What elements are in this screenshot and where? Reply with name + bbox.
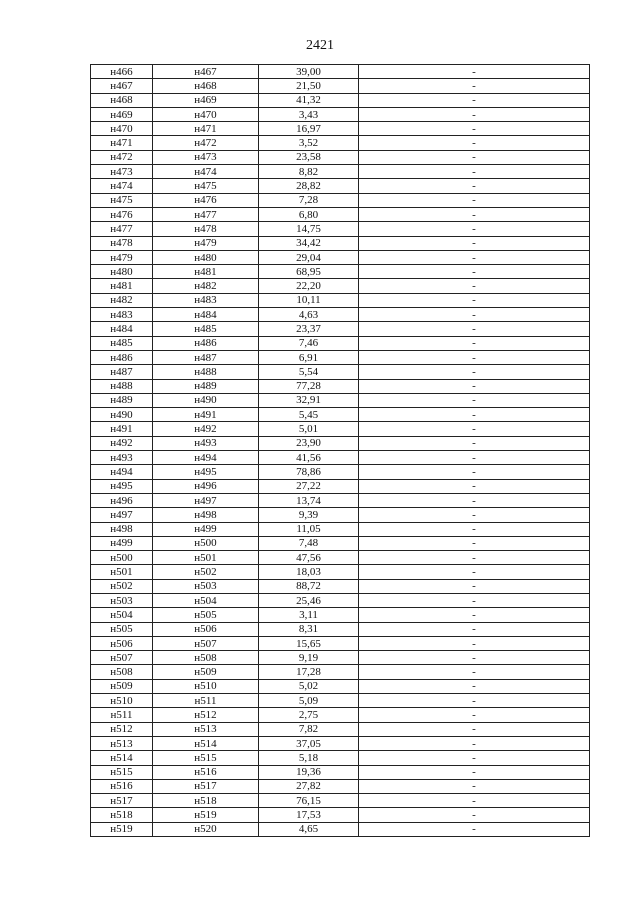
distance-cell: 7,28 bbox=[259, 193, 359, 207]
distance-cell: 10,11 bbox=[259, 293, 359, 307]
point-from-cell: н506 bbox=[91, 636, 153, 650]
table-row bbox=[91, 522, 590, 536]
point-from-cell: н468 bbox=[91, 93, 153, 107]
table-row bbox=[91, 679, 590, 693]
point-from-cell: н490 bbox=[91, 408, 153, 422]
description-cell: - bbox=[359, 107, 590, 121]
point-to-cell: н505 bbox=[153, 608, 259, 622]
distance-cell: 76,15 bbox=[259, 794, 359, 808]
description-cell: - bbox=[359, 236, 590, 250]
point-to-cell: н506 bbox=[153, 622, 259, 636]
point-to-cell: н489 bbox=[153, 379, 259, 393]
point-to-cell: н477 bbox=[153, 207, 259, 221]
point-from-cell: н510 bbox=[91, 694, 153, 708]
point-to-cell: н485 bbox=[153, 322, 259, 336]
table-row bbox=[91, 293, 590, 307]
table-row bbox=[91, 265, 590, 279]
table-row bbox=[91, 65, 590, 79]
distance-cell: 68,95 bbox=[259, 265, 359, 279]
description-cell: - bbox=[359, 393, 590, 407]
point-from-cell: н481 bbox=[91, 279, 153, 293]
point-to-cell: н508 bbox=[153, 651, 259, 665]
distance-cell: 5,02 bbox=[259, 679, 359, 693]
point-from-cell: н476 bbox=[91, 207, 153, 221]
table-row bbox=[91, 579, 590, 593]
table-row bbox=[91, 593, 590, 607]
distance-cell: 3,11 bbox=[259, 608, 359, 622]
table-row bbox=[91, 465, 590, 479]
point-from-cell: н483 bbox=[91, 308, 153, 322]
point-to-cell: н514 bbox=[153, 736, 259, 750]
table-row bbox=[91, 536, 590, 550]
point-to-cell: н483 bbox=[153, 293, 259, 307]
point-to-cell: н469 bbox=[153, 93, 259, 107]
point-to-cell: н515 bbox=[153, 751, 259, 765]
description-cell: - bbox=[359, 722, 590, 736]
point-from-cell: н511 bbox=[91, 708, 153, 722]
table-row bbox=[91, 93, 590, 107]
distance-cell: 8,82 bbox=[259, 165, 359, 179]
description-cell: - bbox=[359, 708, 590, 722]
point-from-cell: н502 bbox=[91, 579, 153, 593]
distance-cell: 27,82 bbox=[259, 779, 359, 793]
point-from-cell: н494 bbox=[91, 465, 153, 479]
point-to-cell: н519 bbox=[153, 808, 259, 822]
point-from-cell: н479 bbox=[91, 250, 153, 264]
point-from-cell: н488 bbox=[91, 379, 153, 393]
distance-cell: 39,00 bbox=[259, 65, 359, 79]
table-row bbox=[91, 722, 590, 736]
point-from-cell: н498 bbox=[91, 522, 153, 536]
table-row bbox=[91, 493, 590, 507]
distance-cell: 27,22 bbox=[259, 479, 359, 493]
point-to-cell: н488 bbox=[153, 365, 259, 379]
point-to-cell: н470 bbox=[153, 107, 259, 121]
description-cell: - bbox=[359, 694, 590, 708]
point-from-cell: н485 bbox=[91, 336, 153, 350]
point-from-cell: н469 bbox=[91, 107, 153, 121]
description-cell: - bbox=[359, 308, 590, 322]
distance-cell: 13,74 bbox=[259, 493, 359, 507]
point-to-cell: н467 bbox=[153, 65, 259, 79]
description-cell: - bbox=[359, 350, 590, 364]
description-cell: - bbox=[359, 508, 590, 522]
table-row bbox=[91, 622, 590, 636]
table-row bbox=[91, 165, 590, 179]
point-from-cell: н516 bbox=[91, 779, 153, 793]
description-cell: - bbox=[359, 565, 590, 579]
description-cell: - bbox=[359, 651, 590, 665]
page-number: 2421 bbox=[306, 38, 334, 53]
point-to-cell: н474 bbox=[153, 165, 259, 179]
point-to-cell: н475 bbox=[153, 179, 259, 193]
point-to-cell: н517 bbox=[153, 779, 259, 793]
point-from-cell: н475 bbox=[91, 193, 153, 207]
distance-cell: 6,91 bbox=[259, 350, 359, 364]
table-row bbox=[91, 250, 590, 264]
distance-cell: 78,86 bbox=[259, 465, 359, 479]
description-cell: - bbox=[359, 408, 590, 422]
point-from-cell: н508 bbox=[91, 665, 153, 679]
description-cell: - bbox=[359, 522, 590, 536]
table-row bbox=[91, 451, 590, 465]
table-row bbox=[91, 422, 590, 436]
point-to-cell: н509 bbox=[153, 665, 259, 679]
point-to-cell: н492 bbox=[153, 422, 259, 436]
point-to-cell: н491 bbox=[153, 408, 259, 422]
point-to-cell: н478 bbox=[153, 222, 259, 236]
description-cell: - bbox=[359, 636, 590, 650]
point-from-cell: н477 bbox=[91, 222, 153, 236]
point-to-cell: н471 bbox=[153, 122, 259, 136]
point-from-cell: н512 bbox=[91, 722, 153, 736]
point-to-cell: н479 bbox=[153, 236, 259, 250]
table-row bbox=[91, 222, 590, 236]
description-cell: - bbox=[359, 665, 590, 679]
table-row bbox=[91, 736, 590, 750]
boundary-points-table bbox=[90, 64, 590, 837]
description-cell: - bbox=[359, 65, 590, 79]
point-to-cell: н507 bbox=[153, 636, 259, 650]
point-from-cell: н489 bbox=[91, 393, 153, 407]
table-row bbox=[91, 665, 590, 679]
description-cell: - bbox=[359, 422, 590, 436]
point-to-cell: н501 bbox=[153, 551, 259, 565]
description-cell: - bbox=[359, 165, 590, 179]
point-to-cell: н486 bbox=[153, 336, 259, 350]
distance-cell: 34,42 bbox=[259, 236, 359, 250]
distance-cell: 7,82 bbox=[259, 722, 359, 736]
point-from-cell: н518 bbox=[91, 808, 153, 822]
distance-cell: 14,75 bbox=[259, 222, 359, 236]
table-row bbox=[91, 808, 590, 822]
point-to-cell: н482 bbox=[153, 279, 259, 293]
description-cell: - bbox=[359, 193, 590, 207]
description-cell: - bbox=[359, 593, 590, 607]
distance-cell: 23,90 bbox=[259, 436, 359, 450]
table-row bbox=[91, 179, 590, 193]
description-cell: - bbox=[359, 322, 590, 336]
table-row bbox=[91, 107, 590, 121]
point-to-cell: н490 bbox=[153, 393, 259, 407]
distance-cell: 2,75 bbox=[259, 708, 359, 722]
point-from-cell: н471 bbox=[91, 136, 153, 150]
point-from-cell: н482 bbox=[91, 293, 153, 307]
distance-cell: 17,53 bbox=[259, 808, 359, 822]
description-cell: - bbox=[359, 765, 590, 779]
table-row bbox=[91, 207, 590, 221]
point-to-cell: н494 bbox=[153, 451, 259, 465]
distance-cell: 3,43 bbox=[259, 107, 359, 121]
point-from-cell: н487 bbox=[91, 365, 153, 379]
point-from-cell: н500 bbox=[91, 551, 153, 565]
description-cell: - bbox=[359, 608, 590, 622]
point-from-cell: н497 bbox=[91, 508, 153, 522]
point-from-cell: н484 bbox=[91, 322, 153, 336]
point-to-cell: н497 bbox=[153, 493, 259, 507]
distance-cell: 32,91 bbox=[259, 393, 359, 407]
description-cell: - bbox=[359, 736, 590, 750]
point-from-cell: н491 bbox=[91, 422, 153, 436]
table-row bbox=[91, 379, 590, 393]
table-row bbox=[91, 122, 590, 136]
distance-cell: 7,48 bbox=[259, 536, 359, 550]
distance-cell: 3,52 bbox=[259, 136, 359, 150]
description-cell: - bbox=[359, 293, 590, 307]
point-from-cell: н474 bbox=[91, 179, 153, 193]
point-to-cell: н504 bbox=[153, 593, 259, 607]
distance-cell: 4,65 bbox=[259, 822, 359, 836]
distance-cell: 29,04 bbox=[259, 250, 359, 264]
distance-cell: 37,05 bbox=[259, 736, 359, 750]
description-cell: - bbox=[359, 122, 590, 136]
table-row bbox=[91, 322, 590, 336]
point-from-cell: н505 bbox=[91, 622, 153, 636]
description-cell: - bbox=[359, 379, 590, 393]
point-to-cell: н516 bbox=[153, 765, 259, 779]
table-row bbox=[91, 436, 590, 450]
description-cell: - bbox=[359, 451, 590, 465]
description-cell: - bbox=[359, 222, 590, 236]
distance-cell: 41,56 bbox=[259, 451, 359, 465]
point-from-cell: н495 bbox=[91, 479, 153, 493]
point-to-cell: н500 bbox=[153, 536, 259, 550]
distance-cell: 9,19 bbox=[259, 651, 359, 665]
point-to-cell: н481 bbox=[153, 265, 259, 279]
point-to-cell: н513 bbox=[153, 722, 259, 736]
table-row bbox=[91, 479, 590, 493]
point-to-cell: н495 bbox=[153, 465, 259, 479]
description-cell: - bbox=[359, 751, 590, 765]
point-from-cell: н480 bbox=[91, 265, 153, 279]
table-row bbox=[91, 751, 590, 765]
description-cell: - bbox=[359, 551, 590, 565]
table-body bbox=[91, 65, 590, 837]
point-from-cell: н473 bbox=[91, 165, 153, 179]
point-from-cell: н507 bbox=[91, 651, 153, 665]
distance-cell: 6,80 bbox=[259, 207, 359, 221]
point-to-cell: н499 bbox=[153, 522, 259, 536]
table-row bbox=[91, 136, 590, 150]
description-cell: - bbox=[359, 536, 590, 550]
description-cell: - bbox=[359, 622, 590, 636]
distance-cell: 7,46 bbox=[259, 336, 359, 350]
distance-cell: 8,31 bbox=[259, 622, 359, 636]
point-to-cell: н520 bbox=[153, 822, 259, 836]
point-from-cell: н509 bbox=[91, 679, 153, 693]
description-cell: - bbox=[359, 250, 590, 264]
description-cell: - bbox=[359, 822, 590, 836]
distance-cell: 23,37 bbox=[259, 322, 359, 336]
point-to-cell: н473 bbox=[153, 150, 259, 164]
distance-cell: 18,03 bbox=[259, 565, 359, 579]
point-from-cell: н478 bbox=[91, 236, 153, 250]
point-from-cell: н504 bbox=[91, 608, 153, 622]
point-to-cell: н476 bbox=[153, 193, 259, 207]
point-to-cell: н480 bbox=[153, 250, 259, 264]
distance-cell: 28,82 bbox=[259, 179, 359, 193]
description-cell: - bbox=[359, 136, 590, 150]
description-cell: - bbox=[359, 808, 590, 822]
distance-cell: 5,54 bbox=[259, 365, 359, 379]
description-cell: - bbox=[359, 79, 590, 93]
point-to-cell: н484 bbox=[153, 308, 259, 322]
distance-cell: 17,28 bbox=[259, 665, 359, 679]
point-to-cell: н487 bbox=[153, 350, 259, 364]
distance-cell: 21,50 bbox=[259, 79, 359, 93]
table-row bbox=[91, 565, 590, 579]
point-to-cell: н502 bbox=[153, 565, 259, 579]
point-from-cell: н472 bbox=[91, 150, 153, 164]
point-from-cell: н519 bbox=[91, 822, 153, 836]
description-cell: - bbox=[359, 265, 590, 279]
table-row bbox=[91, 708, 590, 722]
description-cell: - bbox=[359, 479, 590, 493]
distance-cell: 47,56 bbox=[259, 551, 359, 565]
table-row bbox=[91, 651, 590, 665]
description-cell: - bbox=[359, 150, 590, 164]
description-cell: - bbox=[359, 679, 590, 693]
description-cell: - bbox=[359, 465, 590, 479]
point-to-cell: н510 bbox=[153, 679, 259, 693]
description-cell: - bbox=[359, 279, 590, 293]
distance-cell: 25,46 bbox=[259, 593, 359, 607]
point-from-cell: н515 bbox=[91, 765, 153, 779]
point-to-cell: н512 bbox=[153, 708, 259, 722]
point-from-cell: н493 bbox=[91, 451, 153, 465]
point-from-cell: н496 bbox=[91, 493, 153, 507]
point-from-cell: н517 bbox=[91, 794, 153, 808]
distance-cell: 5,45 bbox=[259, 408, 359, 422]
point-from-cell: н499 bbox=[91, 536, 153, 550]
point-from-cell: н513 bbox=[91, 736, 153, 750]
point-to-cell: н496 bbox=[153, 479, 259, 493]
table-row bbox=[91, 150, 590, 164]
point-to-cell: н503 bbox=[153, 579, 259, 593]
point-from-cell: н486 bbox=[91, 350, 153, 364]
table-row bbox=[91, 551, 590, 565]
distance-cell: 16,97 bbox=[259, 122, 359, 136]
table-row bbox=[91, 365, 590, 379]
distance-cell: 4,63 bbox=[259, 308, 359, 322]
distance-cell: 5,01 bbox=[259, 422, 359, 436]
table-row bbox=[91, 694, 590, 708]
point-to-cell: н511 bbox=[153, 694, 259, 708]
point-to-cell: н493 bbox=[153, 436, 259, 450]
table-row bbox=[91, 408, 590, 422]
table-row bbox=[91, 779, 590, 793]
table-row bbox=[91, 308, 590, 322]
table-row bbox=[91, 393, 590, 407]
point-to-cell: н518 bbox=[153, 794, 259, 808]
description-cell: - bbox=[359, 336, 590, 350]
description-cell: - bbox=[359, 493, 590, 507]
table-row bbox=[91, 279, 590, 293]
point-from-cell: н492 bbox=[91, 436, 153, 450]
table-row bbox=[91, 193, 590, 207]
distance-cell: 15,65 bbox=[259, 636, 359, 650]
point-from-cell: н470 bbox=[91, 122, 153, 136]
distance-cell: 11,05 bbox=[259, 522, 359, 536]
table-row bbox=[91, 508, 590, 522]
point-to-cell: н468 bbox=[153, 79, 259, 93]
table-row bbox=[91, 79, 590, 93]
point-from-cell: н467 bbox=[91, 79, 153, 93]
table-row bbox=[91, 336, 590, 350]
point-from-cell: н514 bbox=[91, 751, 153, 765]
table-row bbox=[91, 822, 590, 836]
table-row bbox=[91, 236, 590, 250]
table-row bbox=[91, 350, 590, 364]
table-row bbox=[91, 765, 590, 779]
description-cell: - bbox=[359, 207, 590, 221]
description-cell: - bbox=[359, 179, 590, 193]
distance-cell: 23,58 bbox=[259, 150, 359, 164]
point-to-cell: н472 bbox=[153, 136, 259, 150]
table-row bbox=[91, 636, 590, 650]
description-cell: - bbox=[359, 365, 590, 379]
point-to-cell: н498 bbox=[153, 508, 259, 522]
description-cell: - bbox=[359, 579, 590, 593]
point-from-cell: н503 bbox=[91, 593, 153, 607]
distance-cell: 88,72 bbox=[259, 579, 359, 593]
table-row bbox=[91, 794, 590, 808]
distance-cell: 19,36 bbox=[259, 765, 359, 779]
point-from-cell: н501 bbox=[91, 565, 153, 579]
description-cell: - bbox=[359, 794, 590, 808]
distance-cell: 77,28 bbox=[259, 379, 359, 393]
distance-cell: 41,32 bbox=[259, 93, 359, 107]
distance-cell: 9,39 bbox=[259, 508, 359, 522]
distance-cell: 22,20 bbox=[259, 279, 359, 293]
description-cell: - bbox=[359, 436, 590, 450]
description-cell: - bbox=[359, 779, 590, 793]
distance-cell: 5,18 bbox=[259, 751, 359, 765]
distance-cell: 5,09 bbox=[259, 694, 359, 708]
table-row bbox=[91, 608, 590, 622]
point-from-cell: н466 bbox=[91, 65, 153, 79]
description-cell: - bbox=[359, 93, 590, 107]
